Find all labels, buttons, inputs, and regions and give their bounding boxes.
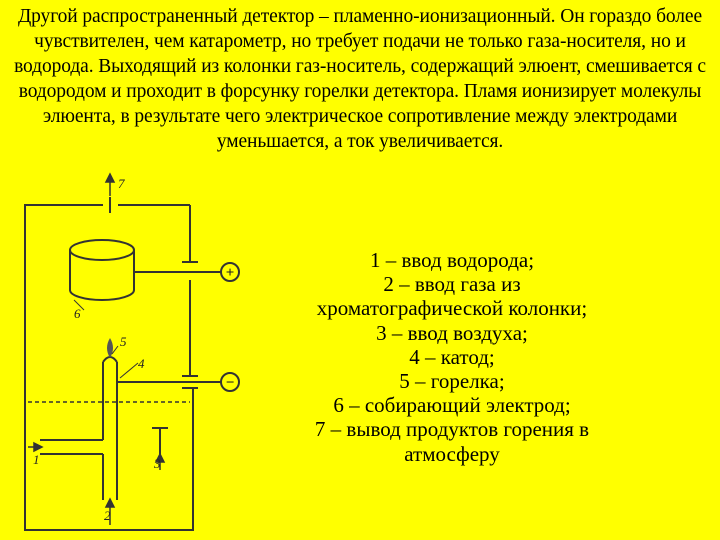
label-6: 6 — [74, 306, 81, 321]
label-5: 5 — [120, 334, 127, 349]
label-7: 7 — [118, 176, 125, 191]
label-4: 4 — [138, 356, 145, 371]
legend-item-1: 1 – ввод водорода; — [369, 248, 535, 272]
burner — [40, 357, 117, 500]
label-1: 1 — [33, 452, 40, 467]
legend-item-7: 7 – вывод продуктов горения в атмосферу — [314, 417, 590, 466]
legend-item-2: 2 – ввод газа из хроматографической колонки; — [316, 272, 588, 321]
legend-item-3: 3 – ввод воздуха; — [376, 320, 528, 345]
legend-item-4: 4 – катод; — [409, 344, 495, 369]
legend-item-5: 5 – горелка; — [399, 369, 505, 394]
detector-housing — [25, 205, 193, 530]
legend — [300, 248, 604, 466]
detector-diagram — [0, 170, 260, 540]
svg-text:+: + — [225, 265, 235, 281]
flame-icon — [107, 338, 113, 358]
label-3: 3 — [154, 456, 161, 471]
svg-text:−: − — [225, 375, 235, 391]
collector-electrode — [70, 240, 134, 300]
intro-paragraph: Другой распространенный детектор – пламенно-ионизационный. Он гораздо более чувствителен, чем катарометр, но требует подачи не только газа-носителя, но и водорода. Выходящий из колонки газ-носитель, содержащий элюент, смешивается с водородом и проходит в форсунку горелки детектора. Пламя ионизирует молекулы элюента, в результате чего электрическое сопротивление между электродами уменьшается, а ток увеличивается. — [14, 6, 706, 152]
positive-terminal — [221, 263, 239, 281]
negative-terminal — [221, 373, 239, 391]
legend-item-6: 6 – собирающий электрод; — [333, 393, 571, 418]
label-2: 2 — [104, 508, 111, 523]
